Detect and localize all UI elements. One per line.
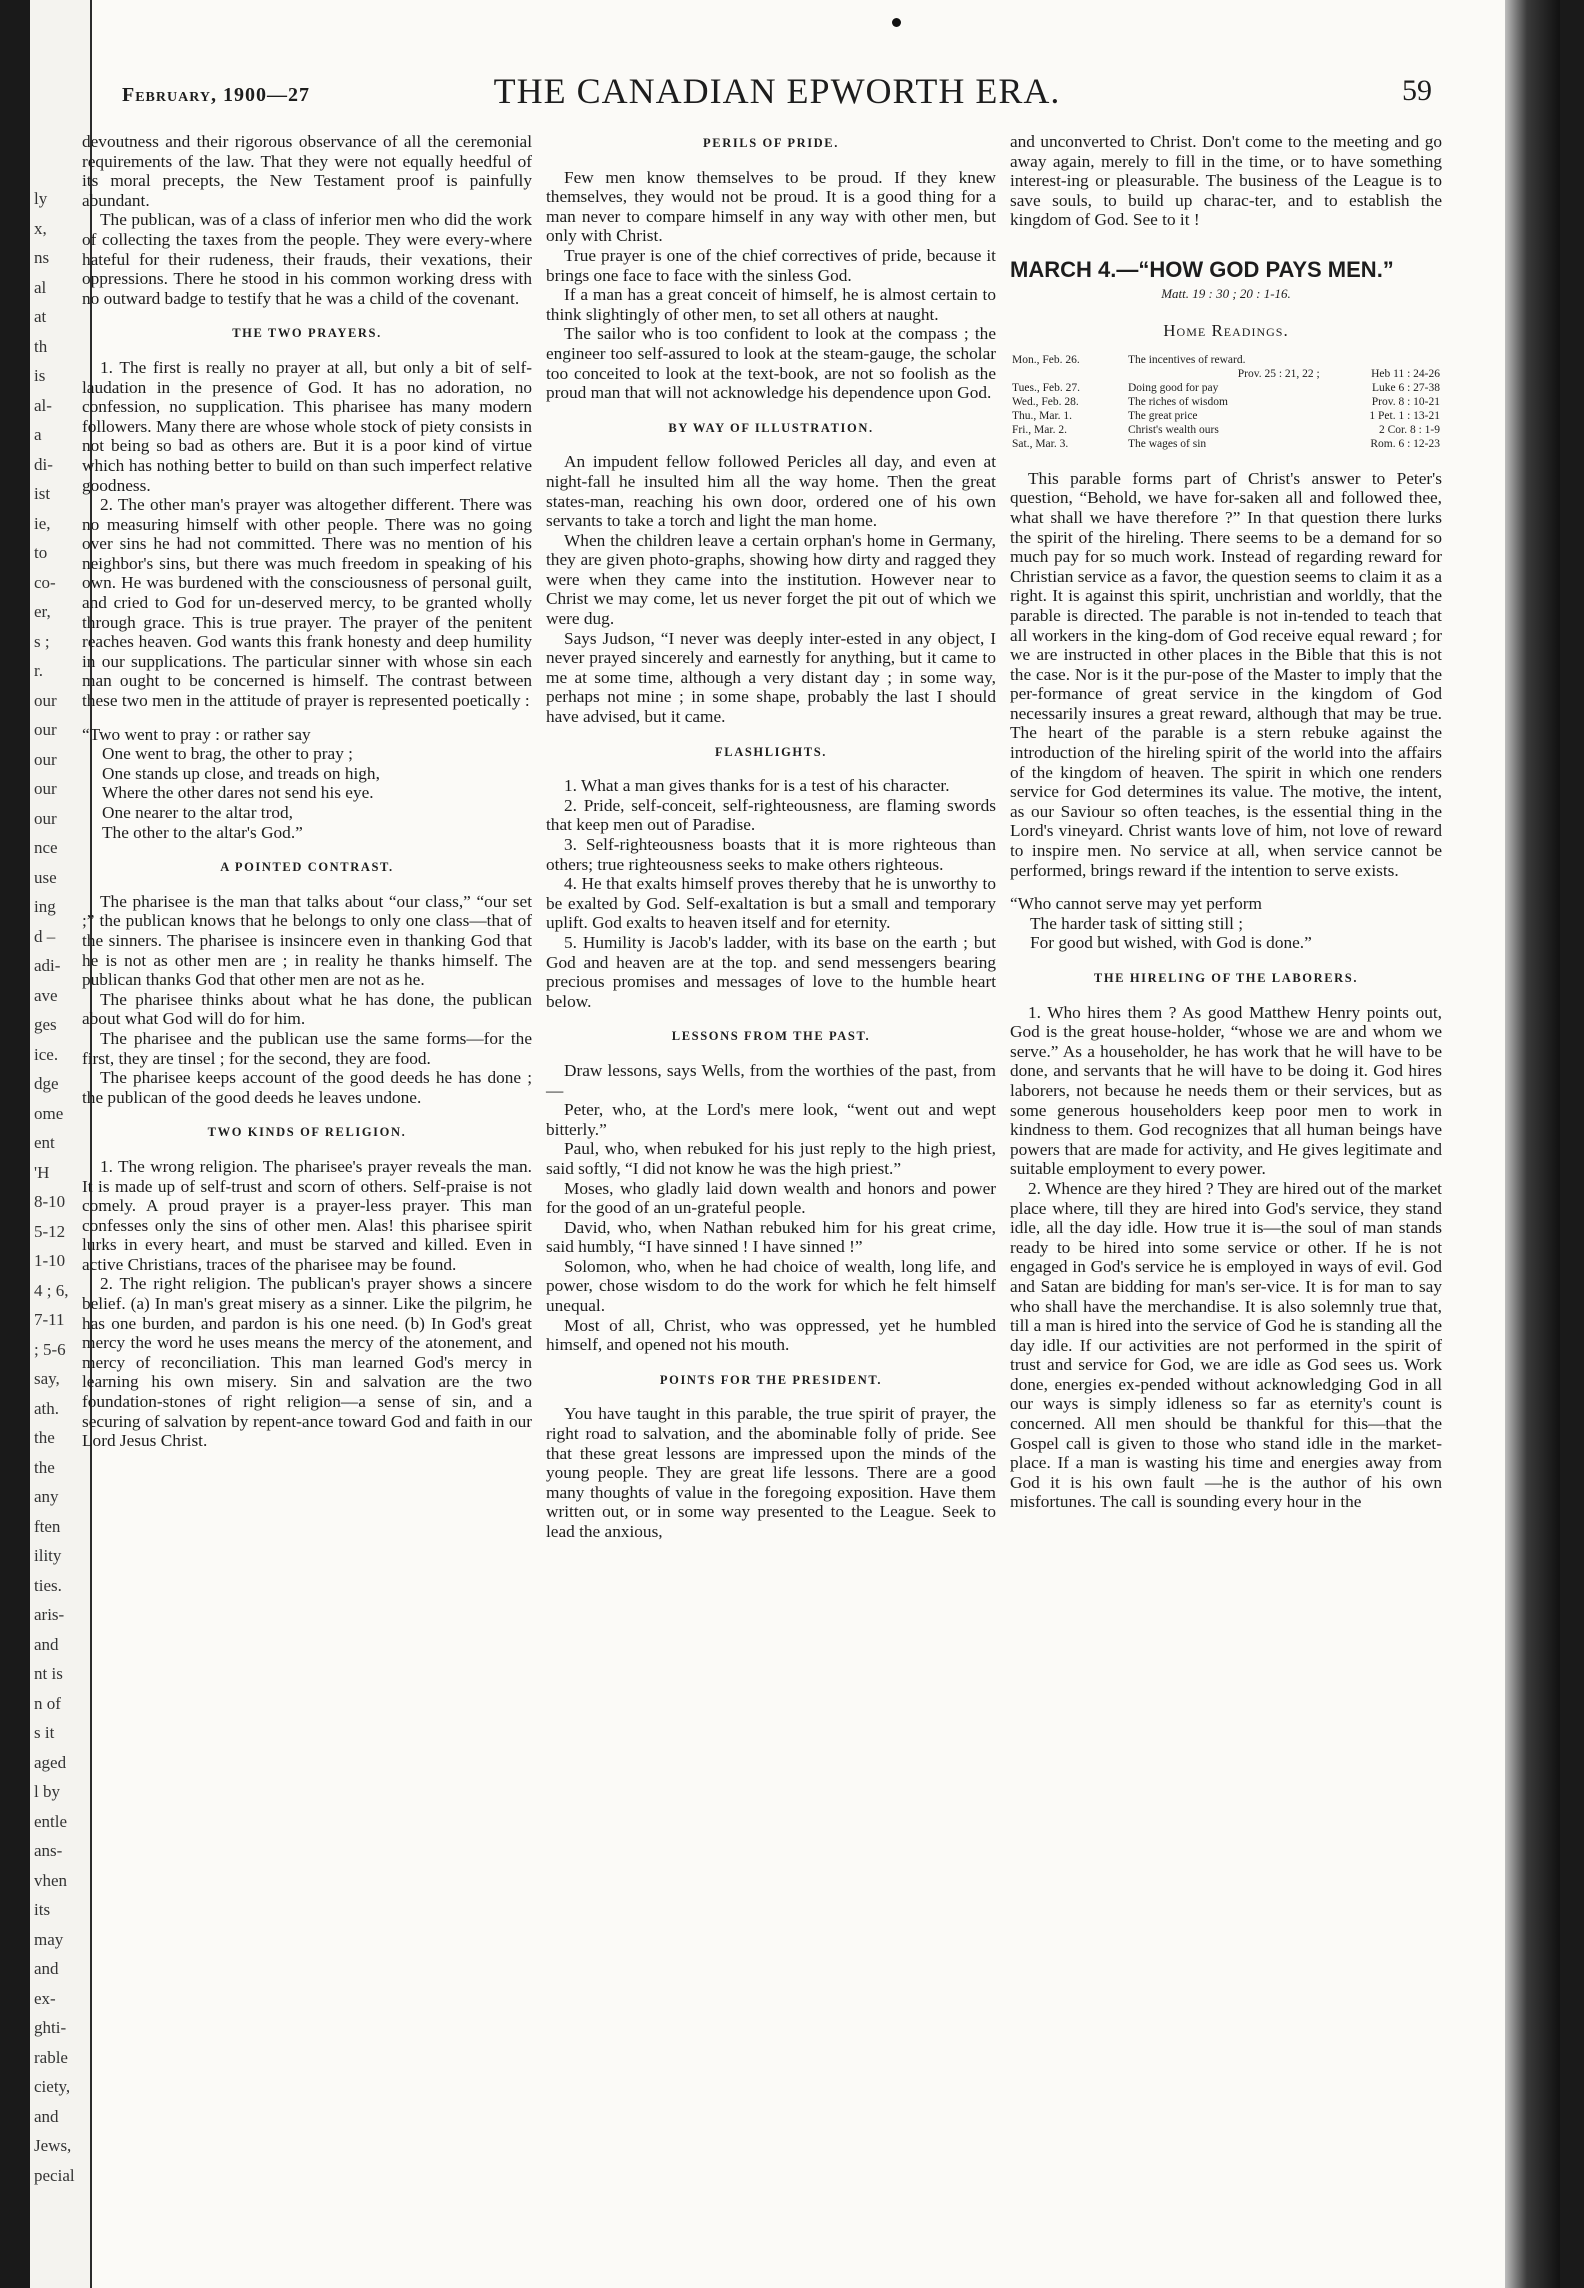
paragraph: 3. Self-righteousness boasts that it is more righteous than others; true righteousness seeks to make others righteous. <box>546 835 996 874</box>
paragraph: The sailor who is too confident to look at the compass ; the engineer too self-assured to look at the steam-gauge, the scholar too conceited to look at the text-book, are not so foolish as the proud man that will not acknowledge his dependence upon God. <box>546 324 996 403</box>
margin-fragment: ties. <box>34 1575 62 1595</box>
margin-fragment: s ; <box>34 631 50 651</box>
printer-mark <box>892 18 901 27</box>
margin-fragment: our <box>34 779 57 798</box>
reading-ref: Rom. 6 : 12-23 <box>1370 437 1440 450</box>
margin-fragment: our <box>34 690 57 710</box>
margin-fragment: co- <box>34 572 56 592</box>
margin-fragment: to <box>34 543 48 562</box>
reading-day: Wed., Feb. 28. <box>1012 395 1079 408</box>
poem-line: One stands up close, and treads on high, <box>102 763 380 783</box>
section-heading: TWO KINDS OF RELIGION. <box>207 1125 407 1140</box>
newspaper-page <box>30 0 1560 2288</box>
margin-fragment: its <box>34 1900 51 1919</box>
margin-fragment: ex- <box>34 1988 56 2008</box>
home-readings-table <box>1010 353 1442 451</box>
scripture-reference: Matt. 19 : 30 ; 20 : 1-16. <box>1161 285 1291 301</box>
margin-fragment: our <box>34 720 57 739</box>
reading-row <box>1010 395 1442 409</box>
reading-title: The wages of sin <box>1127 437 1207 450</box>
section-heading: BY WAY OF ILLUSTRATION. <box>668 420 874 435</box>
margin-fragment: 'H <box>34 1162 50 1182</box>
column-2 <box>546 132 996 1542</box>
poem-line: One nearer to the altar trod, <box>102 803 293 822</box>
reading-day: Mon., Feb. 26. <box>1012 353 1080 366</box>
column-3 <box>1010 132 1442 1512</box>
reading-day: Tues., Feb. 27. <box>1012 381 1080 394</box>
poem <box>1010 894 1442 953</box>
margin-fragment: ciety, <box>34 2077 71 2096</box>
margin-fragment: th <box>34 336 48 356</box>
issue-date: February, 1900—27 <box>122 84 310 106</box>
margin-fragment: vhen <box>34 1870 68 1890</box>
section-heading: FLASHLIGHTS. <box>715 744 827 759</box>
reading-day <box>1010 367 1126 381</box>
poem-line: One went to brag, the other to pray ; <box>102 744 353 764</box>
paragraph: devoutness and their rigorous observance of all the ceremonial requirements of the law. That they were not equally heedful of its moral precepts, the New Testament proof is painfully abundant. <box>82 132 532 210</box>
poem <box>82 725 532 843</box>
reading-ref: Prov. 8 : 10-21 <box>1371 395 1440 408</box>
reading-title: The riches of wisdom <box>1127 395 1228 408</box>
paragraph: The pharisee and the publican use the same forms—for the first, they are tinsel ; for the second, they are food. <box>82 1028 532 1068</box>
paragraph: The publican, was of a class of inferior men who did the work of collecting the taxes from the people. They were every-where hateful for their rudeness, their frauds, their vexations, their oppressions. There he stood in his common working dress with no outward badge to testify that he was a child of the covenant. <box>82 210 532 308</box>
margin-fragment: nt is <box>34 1664 63 1683</box>
margin-fragment: ave <box>34 985 58 1005</box>
margin-fragment: ften <box>34 1516 61 1536</box>
home-readings-heading: Home Readings. <box>1163 321 1289 341</box>
margin-fragment: 8-10 <box>34 1192 66 1211</box>
margin-fragment: ghti- <box>34 2018 67 2037</box>
poem-line: For good but wished, with God is done.” <box>1030 933 1312 953</box>
lesson-title: MARCH 4.—“HOW GOD PAYS MEN.” <box>1010 256 1394 282</box>
section-heading: LESSONS FROM THE PAST. <box>671 1029 871 1044</box>
margin-fragment: ns <box>34 248 50 267</box>
margin-fragment: al- <box>34 395 52 415</box>
reading-row <box>1010 423 1442 437</box>
paragraph: David, who, when Nathan rebuked him for his great crime, said humbly, “I have sinned ! I have sinned !” <box>546 1217 996 1257</box>
section-heading: A POINTED CONTRAST. <box>220 860 394 875</box>
reading-row <box>1010 409 1442 423</box>
reading-row <box>1010 381 1442 395</box>
margin-fragment: 7-11 <box>34 1310 65 1329</box>
margin-fragment: Jews, <box>34 2136 72 2155</box>
poem-line: “Who cannot serve may yet perform <box>1010 894 1262 914</box>
margin-fragment: say, <box>34 1369 60 1388</box>
paragraph: Paul, who, when rebuked for his just reply to the high priest, said softly, “I did not know he was the high priest.” <box>546 1139 996 1178</box>
paragraph: If a man has a great conceit of himself, he is almost certain to think slightingly of other men, to set all others at naught. <box>546 285 996 324</box>
paragraph: Most of all, Christ, who was oppressed, yet he humbled himself, and opened not his mouth. <box>546 1315 996 1355</box>
poem-line: The harder task of sitting still ; <box>1030 913 1244 933</box>
section-heading: THE HIRELING OF THE LABORERS. <box>1093 971 1359 985</box>
paragraph: True prayer is one of the chief correctives of pride, because it brings one face to face with the sinless God. <box>546 245 996 285</box>
reading-title: Doing good for pay <box>1127 381 1219 394</box>
margin-fragment: our <box>34 808 57 828</box>
margin-fragment: may <box>34 1929 64 1949</box>
reading-ref <box>1322 353 1442 367</box>
paragraph: 2. The other man's prayer was altogether different. There was no measuring himself with other people. There was no going over sins he had not committed. There was no mention of his neighbor's sins, but there was much freedom in speaking of his own. He was burdened with the consciousness of personal guilt, and cried to God for un-deserved mercy, to be granted wholly through grace. This is true prayer. The prayer of the penitent reaches heaven. God wants this frank honesty and deep humility in our supplications. The particular sinner with whose sin each man ought to be concerned is himself. The contrast between these two men in the attitude of prayer is represented poetically : <box>82 495 532 711</box>
margin-fragment: any <box>34 1487 59 1506</box>
margin-fragment: ; 5-6 <box>34 1339 66 1359</box>
margin-fragment: entle <box>34 1811 68 1831</box>
paragraph: The pharisee keeps account of the good deeds he has done ; the publican of the good deeds he leaves undone. <box>82 1068 532 1107</box>
paragraph: and unconverted to Christ. Don't come to the meeting and go away again, merely to fill in the time, or to have something interest-ing or pleasurable. The business of the League is to save souls, to build up charac-ter, and to establish the kingdom of God. See to it ! <box>1010 132 1442 230</box>
reading-day: Sat., Mar. 3. <box>1012 437 1069 450</box>
margin-fragment: nce <box>34 838 58 857</box>
paragraph: Solomon, who, when he had choice of wealth, long life, and power, chose wisdom to do the work for which he felt himself unequal. <box>546 1256 996 1316</box>
margin-fragment: ing <box>34 897 56 916</box>
column-1 <box>82 132 532 1451</box>
margin-fragment: aris- <box>34 1605 65 1624</box>
margin-fragment: di- <box>34 454 53 474</box>
reading-ref: Heb 11 : 24-26 <box>1371 367 1440 380</box>
paragraph: Says Judson, “I never was deeply inter-ested in any object, I never prayed sincerely and earnestly for anything, but it came to me at some time, although a very distant day ; in some way, perhaps not mine ; in some shape, probably the last I should have advised, but it came. <box>546 628 996 727</box>
section-heading: PERILS OF PRIDE. <box>703 136 839 150</box>
section-heading: THE TWO PRAYERS. <box>232 326 382 341</box>
paragraph: 4. He that exalts himself proves thereby that he is unworthy to be exalted by God. Self-exaltation is but a small and temporary uplift. God exalts to heaven itself and for eternity. <box>546 874 996 933</box>
paragraph: 1. The wrong religion. The pharisee's prayer reveals the man. It is made up of self-trust and scorn of others. Self-praise is not comely. A proud prayer is a prayer-less prayer. This man confesses only the sins of other men. Alas! this pharisee spirit lurks in every heart, and must be starved and killed. Even in active Christians, traces of the pharisee may be found. <box>82 1156 532 1274</box>
paragraph: The pharisee thinks about what he has done, the publican about what God will do for him. <box>82 989 532 1029</box>
margin-fragment: x, <box>34 218 47 238</box>
masthead-title: THE CANADIAN EPWORTH ERA. <box>493 71 1061 111</box>
margin-fragment: is <box>34 366 46 385</box>
reading-row <box>1010 367 1442 381</box>
margin-fragment: ly <box>34 189 48 208</box>
margin-fragment: aged <box>34 1752 67 1772</box>
paragraph: You have taught in this parable, the true spirit of prayer, the right road to salvation, and the abominable folly of pride. See that these great lessons are impressed upon the minds of the young people. They are great life lessons. There are a good many thoughts of value in the foregoing exposition. Have them written out, or in some way presented to the League. Seek to lead the anxious, <box>546 1404 996 1541</box>
margin-fragment: 1-10 <box>34 1251 66 1270</box>
paragraph: 2. The right religion. The publican's prayer shows a sincere belief. (a) In man's great misery as a sinner. Like the pilgrim, he has one burden, and pardon is his one need. (b) In God's great mercy the word he uses means the mercy of the atonement, and mercy of reconciliation. This man learned God's mercy in learning his own misery. Sin and salvation are the two foundation-stones of right religion—a sense of sin, and a securing of salvation by repent-ance toward God and faith in our Lord Jesus Christ. <box>82 1274 532 1451</box>
margin-fragment: r. <box>34 661 43 680</box>
margin-fragment: 4 ; 6, <box>34 1280 69 1300</box>
paragraph: 1. What a man gives thanks for is a test of his character. <box>564 776 950 796</box>
margin-fragment: l by <box>34 1782 60 1801</box>
margin-fragment: ges <box>34 1015 57 1034</box>
reading-title: The great price <box>1127 409 1198 422</box>
paragraph: 1. Who hires them ? As good Matthew Henry points out, God is the great house-holder, “whose we are and whom we serve.” As a householder, he has work that he will have to be done, and servants that he will have to be doing it. God hires laborers, not because he needs them or their services, but as some generous householders keep poor men to work in kindness to them. God recognizes that all human beings have powers that are made for activity, and He gives legitimate and suitable employment to every power. <box>1010 1002 1442 1179</box>
margin-fragment: ility <box>34 1546 62 1565</box>
paragraph: The pharisee is the man that talks about “our class,” “our set ;” the publican knows that he belongs to only one class—that of the sinners. The pharisee is insincere even in thanking God that he is not as other men are ; in reality he thanks himself. The publican thanks God that other men are not as he. <box>82 891 532 990</box>
binding-edge <box>1505 0 1560 2288</box>
reading-title: Christ's wealth ours <box>1127 423 1219 436</box>
margin-fragment: our <box>34 749 57 769</box>
paragraph: 1. The first is really no prayer at all, but only a bit of self-laudation in the presence of God. It has no adoration, no confession, no supplication. This pharisee has many modern followers. Many there are whose whole stock of piety consists in not being so bad as others are. But it is a poor kind of virtue which has nothing better to build on than such imperfect relative goodness. <box>82 357 532 495</box>
margin-fragment: s it <box>34 1723 55 1742</box>
reading-title: Prov. 25 : 21, 22 ; <box>1237 367 1320 380</box>
reading-row <box>1010 353 1442 367</box>
margin-fragment: al <box>34 277 47 297</box>
reading-ref: 2 Cor. 8 : 1-9 <box>1378 423 1440 436</box>
section-heading: POINTS FOR THE PRESIDENT. <box>659 1372 883 1387</box>
paragraph: 5. Humility is Jacob's ladder, with its base on the earth ; but God and heaven are at the top. and send messengers bearing precious promises and messages of love to the humble heart below. <box>546 932 996 1011</box>
reading-title: The incentives of reward. <box>1127 353 1246 366</box>
paragraph: 2. Whence are they hired ? They are hired out of the market place where, till they are hired into God's service, they stand idle, all the day idle. How true it is—the soul of man stands ready to be hired into some service or other. If he is not engaged in God's service he is employed in ways of evil. God and Satan are bidding for man's ser-vice. It is for man to say who shall have the merchandise. It is also solemnly true that, till a man is hired into the service of God he is standing all the day idle. If our activities are not performed in the spirit of trust and service for God, we are idle as God sees us. Work done, energies ex-pended without acknowledging God in all our ways is simply idleness so far as eternity's count is concerned. All men should be thankful for this—that the Gospel call is given to those who stand idle in the market-place. If a man is wasting his time and energies away from God it is his own fault —he is the author of his own misfortunes. The call is sounding every hour in the <box>1010 1178 1442 1512</box>
margin-fragment: use <box>34 867 57 887</box>
margin-fragment: a <box>34 425 42 444</box>
paragraph: 2. Pride, self-conceit, self-righteousness, are flaming swords that keep men out of Paradise. <box>546 795 996 835</box>
paragraph: This parable forms part of Christ's answer to Peter's question, “Behold, we have for-saken all and followed thee, what shall we have therefore ?” In that question there lurks the spirit of the hireling. There seems to be a demand for so much pay for so much work. Instead of regarding reward for Christian service as a favor, the question seems to claim it as a right. It is against this spirit, unchristian and worldly, that the parable is directed. The parable is not in-tended to teach that all workers in the king-dom of God receive equal reward ; for we are instructed in other places in the Bible that this is not the case. Nor is it the pur-pose of the Master to imply that the per-formance of great service in the kingdom of God necessarily insures a great reward, although that may be true. The heart of the parable is a stern rebuke against the introduction of the hireling spirit of the world into the affairs of the kingdom of heaven. The spirit in which one renders service for God determines its value. The motive, the intent, as our Saviour so often teaches, is the essential thing in the Lord's vineyard. Christ wants love of him, not love of reward to inspire men. No service at all, when service cannot be performed, brings reward if the intention to serve exists. <box>1010 468 1442 880</box>
paragraph: Moses, who gladly laid down wealth and honors and power for the good of an un-grateful people. <box>546 1178 996 1218</box>
margin-fragment: ans- <box>34 1841 63 1860</box>
margin-fragment: rable <box>34 2047 68 2067</box>
paragraph: Few men know themselves to be proud. If they knew themselves, they would not be proud. It is a good thing for a man never to compare himself in any way with other men, but only with Christ. <box>546 167 996 246</box>
margin-fragment: ent <box>34 1133 55 1152</box>
reading-day: Fri., Mar. 2. <box>1012 423 1067 436</box>
reading-ref: Luke 6 : 27-38 <box>1371 381 1440 394</box>
margin-fragment: n of <box>34 1693 61 1713</box>
margin-fragment: at <box>34 307 47 326</box>
margin-fragment: the <box>34 1457 55 1477</box>
paragraph: Draw lessons, says Wells, from the worthies of the past, from— <box>546 1060 996 1100</box>
paragraph: When the children leave a certain orphan's home in Germany, they are given photo-graphs, showing how dirty and ragged they were when they came into the institution. However near to Christ we may come, let us never forget the pit out of which we were dug. <box>546 530 996 629</box>
margin-fragment: the <box>34 1428 55 1447</box>
reading-ref: 1 Pet. 1 : 13-21 <box>1369 409 1440 422</box>
margin-fragment: ome <box>34 1103 64 1123</box>
reading-day: Thu., Mar. 1. <box>1012 409 1073 422</box>
margin-fragment: er, <box>34 602 51 621</box>
margin-fragment: and <box>34 2106 59 2126</box>
margin-fragment: 5-12 <box>34 1221 66 1241</box>
margin-fragment: ice. <box>34 1044 59 1064</box>
reading-row <box>1010 437 1442 451</box>
page-number: 59 <box>1402 74 1432 107</box>
margin-fragment: pecial <box>34 2165 75 2185</box>
margin-fragment: ie, <box>34 513 51 533</box>
paragraph: Peter, who, at the Lord's mere look, “went out and wept bitterly.” <box>546 1100 996 1139</box>
poem-line: “Two went to pray : or rather say <box>82 724 311 744</box>
page-header <box>122 70 1432 114</box>
margin-fragment: ath. <box>34 1398 60 1418</box>
margin-fragment: and <box>34 1634 59 1654</box>
poem-line: Where the other dares not send his eye. <box>102 783 374 803</box>
margin-fragment: dge <box>34 1074 59 1093</box>
margin-fragment: adi- <box>34 956 61 975</box>
paragraph: An impudent fellow followed Pericles all day, and even at night-fall he insulted him all the way home. Then the great states-man, reaching his own door, ordered one of his own servants to take a torch and light the man home. <box>546 452 996 531</box>
margin-fragment: ist <box>34 484 51 503</box>
margin-fragment: d – <box>34 926 56 946</box>
margin-fragment: and <box>34 1959 59 1978</box>
poem-line: The other to the altar's God.” <box>102 822 303 842</box>
